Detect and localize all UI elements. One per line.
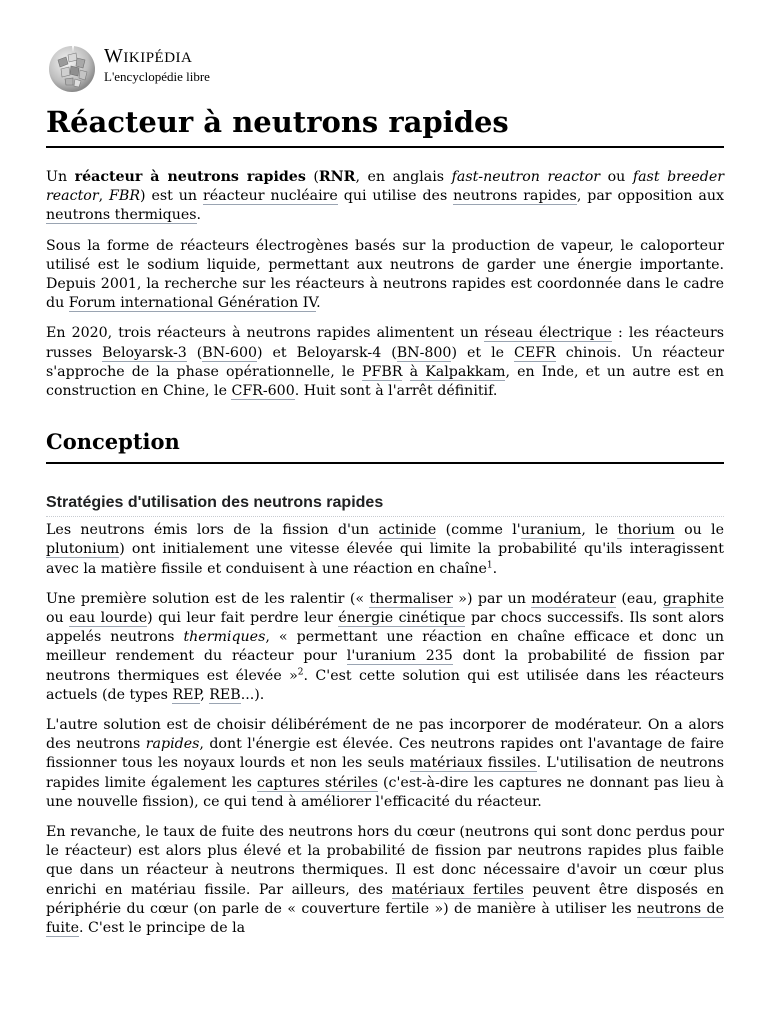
section-paragraph-3: L'autre solution est de choisir délibérément de ne pas incorporer de modérateur. On a alors des neutrons rapides, dont l'énergie est élevée. Ces neutrons rapides ont l'avantage de faire fissionner tous les noyaux lourds et non les seuls matériaux fissiles. L'utilisation de neutrons rapides limite également les captures stériles (c'est-à-dire les captures ne donnant pas lieu à une nouvelle fission), ce qui tend à améliorer l'efficacité du réacteur. bbox=[46, 717, 725, 810]
intro-paragraph-3: En 2020, trois réacteurs à neutrons rapides alimentent un réseau électrique : les réacteurs russes Beloyarsk-3 (BN-600) et Beloyarsk-4 (BN-800) et le CEFR chinois. Un réacteur s'approche de la phase opérationnelle, le PFBR à Kalpakkam, en Inde, et un autre est en construction en Chine, le CFR-600. Huit sont à l'arrêt définitif. bbox=[46, 325, 725, 400]
intro-paragraph-1: Un réacteur à neutrons rapides (RNR, en anglais fast-neutron reactor ou fast breeder reactor, FBR) est un réacteur nucléaire qui utilise des neutrons rapides, par opposition aux neutrons thermiques. bbox=[46, 169, 725, 224]
link-neutrons-de-fuite[interactable]: neutrons de fuite bbox=[46, 900, 724, 937]
intro-paragraph-2: Sous la forme de réacteurs électrogènes basés sur la production de vapeur, le caloporteur utilisé est le sodium liquide, permettant aux neutrons de garder une énergie importante. Depuis 2001, la recherche sur les réacteurs à neutrons rapides est coordonnée dans le cadre du Forum international Génération IV. bbox=[46, 237, 724, 312]
section-paragraph-4: En revanche, le taux de fuite des neutrons hors du cœur (neutrons qui sont donc perdus pour le réacteur) est alors plus élevé et la probabilité de fission par neutrons rapides plus faible que dans un réacteur à neutrons thermiques. Il est donc nécessaire d'avoir un cœur plus enrichi en matériau fissile. Par ailleurs, des matériaux fertiles peuvent être disposés en périphérie du cœur (on parle de « couverture fertile ») de manière à utiliser les neutrons de fuite. C'est le principe de la bbox=[46, 824, 724, 937]
link-rep[interactable]: REP bbox=[172, 686, 201, 703]
section-heading-conception: Conception bbox=[46, 428, 724, 464]
link-uranium[interactable]: uranium bbox=[520, 522, 582, 539]
link-cefr[interactable]: CEFR bbox=[513, 344, 556, 361]
wordmark-title: WIKIPÉDIA bbox=[104, 45, 193, 67]
wikipedia-logo[interactable] bbox=[46, 42, 210, 94]
link-thorium[interactable]: thorium bbox=[617, 522, 675, 539]
link-actinide[interactable]: actinide bbox=[378, 522, 437, 539]
link-thermaliser[interactable]: thermaliser bbox=[369, 590, 453, 607]
footnote-ref-1[interactable]: 1 bbox=[486, 559, 493, 570]
link-energie-cinetique[interactable]: énergie cinétique bbox=[338, 610, 466, 627]
section-paragraph-1: Les neutrons émis lors de la fission d'un actinide (comme l'uranium, le thorium ou le plutonium) ont initialement une vitesse élevée qui limite la probabilité qu'ils interagissent avec la matière fissile et conduisent à une réaction en chaîne$^1$. bbox=[46, 522, 724, 577]
link-eau-lourde[interactable]: eau lourde bbox=[69, 610, 148, 627]
link-plutonium[interactable]: plutonium bbox=[46, 541, 120, 558]
link-pfbr[interactable]: PFBR bbox=[361, 363, 403, 380]
link-bn-600[interactable]: BN-600 bbox=[202, 344, 258, 361]
link-neutrons-rapides[interactable]: neutrons rapides bbox=[453, 188, 577, 205]
article-content bbox=[46, 168, 724, 949]
link-reacteur-nucleaire[interactable]: réacteur nucléaire bbox=[202, 188, 338, 205]
link-cfr-600[interactable]: CFR-600 bbox=[231, 383, 295, 400]
section-paragraph-2: Une première solution est de les ralentir (« thermaliser ») par un modérateur (eau, graphite ou eau lourde) qui leur fait perdre leur énergie cinétique par chocs successifs. Ils sont alors appelés neutrons thermiques, « permettant une réaction en chaîne efficace et donc un meilleur rendement du réacteur pour l'uranium 235 dont la probabilité de fission par neutrons thermiques est élevée »$^2$. C'est cette solution qui est utilisée dans les réacteurs actuels (de types REP, REB...). bbox=[46, 590, 725, 703]
link-kalpakkam[interactable]: à Kalpakkam bbox=[409, 363, 506, 380]
link-reseau-electrique[interactable]: réseau électrique bbox=[484, 325, 612, 342]
link-captures-steriles[interactable]: captures stériles bbox=[257, 774, 378, 791]
link-beloyarsk-3[interactable]: Beloyarsk-3 bbox=[102, 344, 187, 361]
link-graphite[interactable]: graphite bbox=[662, 590, 724, 607]
link-forum-generation-iv[interactable]: Forum international Génération IV bbox=[68, 295, 317, 312]
link-moderateur[interactable]: modérateur bbox=[531, 590, 616, 607]
wikipedia-globe-icon bbox=[46, 42, 98, 94]
link-materiaux-fissiles[interactable]: matériaux fissiles bbox=[409, 755, 537, 772]
link-neutrons-thermiques[interactable]: neutrons thermiques bbox=[46, 207, 197, 224]
link-materiaux-fertiles[interactable]: matériaux fertiles bbox=[391, 881, 524, 898]
wikipedia-wordmark bbox=[104, 46, 210, 83]
link-uranium-235[interactable]: l'uranium 235 bbox=[346, 648, 453, 665]
link-bn-800[interactable]: BN-800 bbox=[396, 344, 452, 361]
footnote-ref-2[interactable]: 2 bbox=[297, 666, 304, 677]
link-reb[interactable]: REB bbox=[209, 686, 241, 703]
subsection-heading-strategies: Stratégies d'utilisation des neutrons rapides bbox=[46, 492, 724, 517]
page-title: Réacteur à neutrons rapides bbox=[46, 104, 724, 148]
wordmark-tagline: L'encyclopédie libre bbox=[104, 69, 210, 84]
